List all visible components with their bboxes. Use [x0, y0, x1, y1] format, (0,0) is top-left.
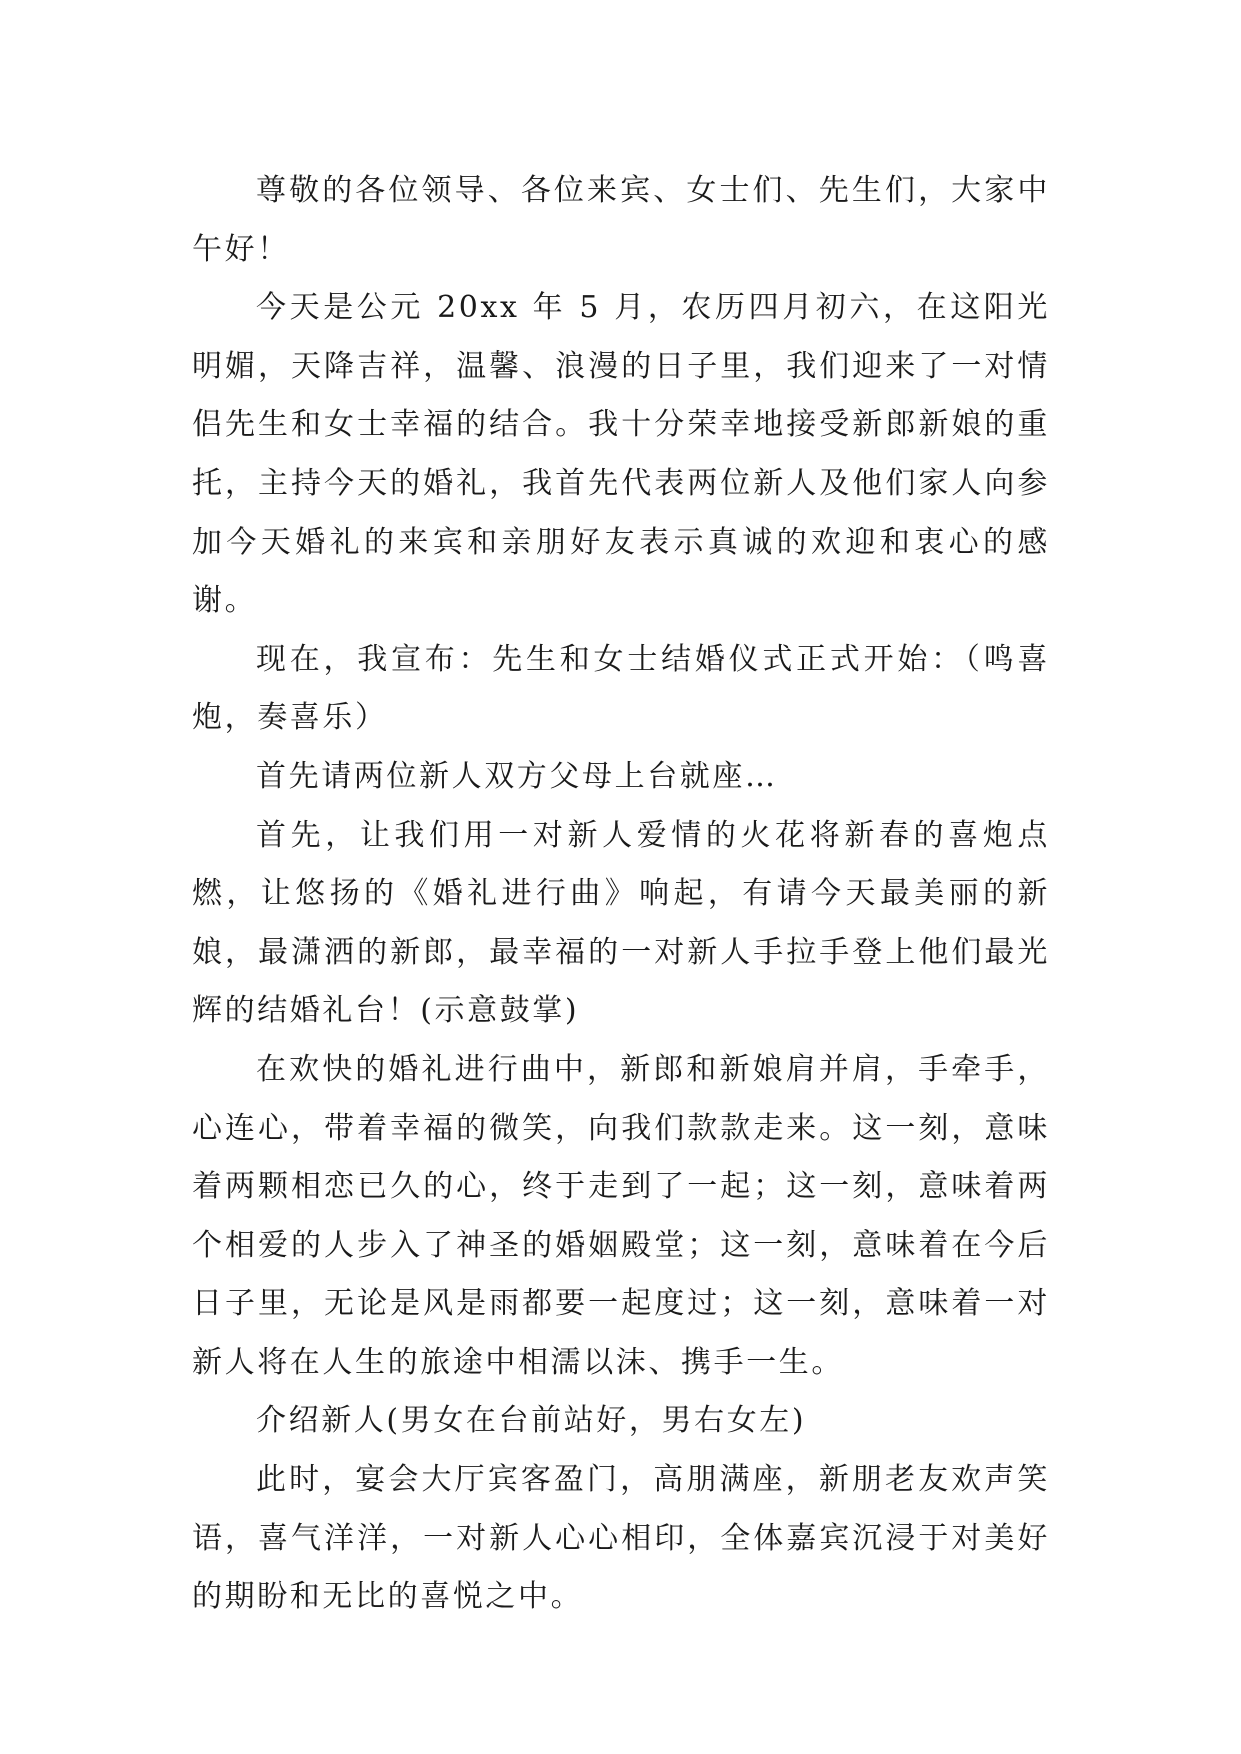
paragraph-parents-seated: 首先请两位新人双方父母上台就座… [256, 758, 778, 794]
paragraph-wedding-march: 首先，让我们用一对新人爱情的火花将新春的喜炮点燃，让悠扬的《婚礼进行曲》响起，有请今天最美丽的新娘，最潇洒的新郎，最幸福的一对新人手拉手登上他们最光辉的结婚礼台！(示意鼓掌) [192, 817, 1050, 1029]
paragraph-banquet-hall: 此时，宴会大厅宾客盈门，高朋满座，新朋老友欢声笑语，喜气洋洋，一对新人心心相印，全体嘉宾沉浸于对美好的期盼和无比的喜悦之中。 [192, 1462, 1050, 1615]
paragraph-ceremony-start: 现在，我宣布：先生和女士结婚仪式正式开始：（鸣喜炮，奏喜乐） [192, 641, 1050, 736]
paragraph-introduce-couple: 介绍新人(男女在台前站好，男右女左) [256, 1403, 807, 1439]
paragraph-couple-entrance: 在欢快的婚礼进行曲中，新郎和新娘肩并肩，手牵手，心连心，带着幸福的微笑，向我们款款走来。这一刻，意味着两颗相恋已久的心，终于走到了一起；这一刻，意味着两个相爱的人步入了神圣的婚姻殿堂；这一刻，意味着在今后日子里，无论是风是雨都要一起度过；这一刻，意味着一对新人将在人生的旅途中相濡以沫、携手一生。 [192, 1051, 1050, 1380]
paragraph-date-welcome: 今天是公元 20xx 年 5 月，农历四月初六，在这阳光明媚，天降吉祥，温馨、浪漫的日子里，我们迎来了一对情侣先生和女士幸福的结合。我十分荣幸地接受新郎新娘的重托，主持今天的婚礼，我首先代表两位新人及他们家人向参加今天婚礼的来宾和亲朋好友表示真诚的欢迎和衷心的感谢。 [192, 290, 1050, 619]
document-body [192, 0, 1050, 1627]
paragraph-greeting: 尊敬的各位领导、各位来宾、女士们、先生们，大家中午好！ [192, 173, 1050, 267]
